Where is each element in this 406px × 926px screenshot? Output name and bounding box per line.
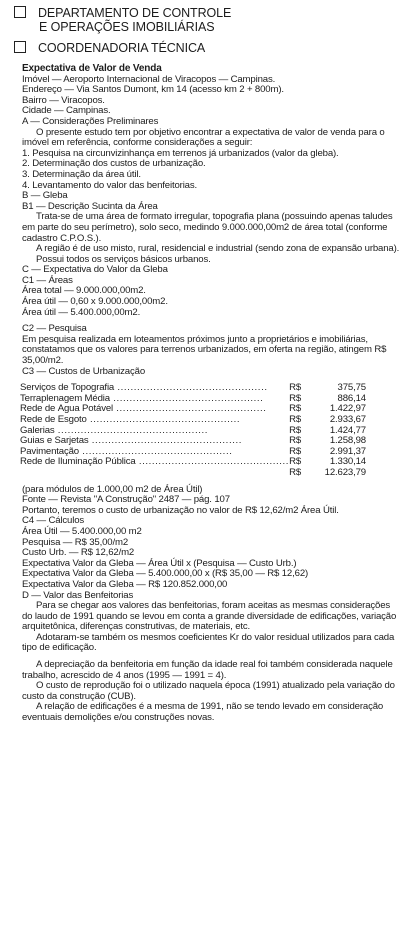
cost-label-text: Galerias (20, 425, 55, 436)
checkbox-square-icon (14, 41, 26, 53)
cost-label-text: Guias e Sarjetas (20, 436, 89, 447)
leader-dots: .............................................. (79, 446, 233, 457)
section-d-heading: D — Valor das Benfeitorias (22, 589, 134, 601)
cost-currency: R$ (289, 456, 302, 468)
table-row (20, 415, 366, 426)
table-row (20, 383, 366, 394)
cost-value: 2.933,67 (329, 414, 366, 425)
calc-line: Custo Urb. — R$ 12,62/m2 (22, 547, 135, 559)
table-row (20, 404, 366, 415)
leader-dots: .............................................. (109, 393, 264, 404)
section-c-heading: C — Expectativa do Valor da Gleba (22, 264, 168, 276)
intro-paragraph: O presente estudo tem por objetivo encontrar a expectativa de valor de venda para o imóvel em referência, conforme considerações a seguir: (22, 126, 385, 149)
cost-label-text: Rede de Água Potável (20, 404, 114, 415)
leader-dots: .............................................. (54, 425, 209, 436)
d-paragraph: Adotaram-se também os mesmos coeficientes Kr do valor residual utilizados para cada tipo de edificação. (22, 631, 395, 654)
cost-label (20, 436, 289, 447)
c3-note: (para módulos de 1.000,00 m2 de Área Útil) (22, 483, 203, 495)
section-c1-heading: C1 — Áreas (22, 274, 73, 286)
neighborhood-line: Bairro — Viracopos. (22, 94, 105, 106)
calc-line: Pesquisa — R$ 35,00/m2 (22, 536, 129, 548)
d-paragraph: O custo de reprodução foi o utilizado naquela época (1991) atualizado pela variação do custo da construção (CUB). (22, 680, 395, 702)
d-paragraph: A relação de edificações é a mesma de 1991, não se tendo levado em consideração eventuais demolições e/ou construções novas. (22, 701, 384, 724)
cost-label (20, 457, 289, 468)
table-row (20, 426, 366, 437)
c3-source: Fonte — Revista "A Construção" 2487 — pág. 107 (22, 494, 230, 506)
cost-label (20, 447, 289, 458)
cost-value: 1.424,77 (329, 424, 366, 436)
d-paragraph: A depreciação da benfeitoria em função da idade real foi também considerada naquele trabalho, acrescido de 4 anos (1995 — 1991 = 4). (22, 659, 393, 681)
cost-label (20, 394, 289, 405)
b1-paragraph: Possui todos os serviços básicos urbanos. (36, 253, 211, 265)
list-item: 3. Determinação da área útil. (22, 168, 141, 180)
area-line: Área total — 9.000.000,00m2. (22, 285, 146, 297)
department-title-line2: E OPERAÇÕES IMOBILIÁRIAS (39, 20, 215, 34)
list-item: 1. Pesquisa na circunvizinhança em terrenos já urbanizados (valor da gleba). (22, 147, 339, 159)
table-row (20, 468, 366, 479)
section-c2-heading: C2 — Pesquisa (22, 323, 87, 335)
area-line: Área útil — 5.400.000,00m2. (22, 306, 141, 318)
section-c3-heading: C3 — Custos de Urbanização (22, 365, 146, 377)
cost-label (20, 426, 289, 437)
cost-value: 886,14 (337, 392, 366, 404)
cost-value: 1.330,14 (329, 456, 366, 468)
list-item: 2. Determinação dos custos de urbanização. (22, 158, 206, 170)
section-a-heading: A — Considerações Preliminares (22, 115, 159, 127)
department-title-line1: DEPARTAMENTO DE CONTROLE (38, 6, 232, 20)
cost-value: 375,75 (337, 382, 366, 394)
document-body (22, 64, 400, 724)
cost-label (20, 383, 289, 394)
cost-currency: R$ (289, 424, 302, 436)
b1-paragraph: Trata-se de uma área de formato irregular, topografia plana (possuindo apenas taludes em parte do seu perímetro), solo seco, medindo 9.000.000,00m2 de área total (conforme cadastro C.P.O.S.). (22, 211, 393, 244)
urbanization-costs-table (20, 383, 366, 478)
c3-conclusion: Portanto, teremos o custo de urbanização no valor de R$ 12,62/m2 Área Útil. (22, 504, 339, 516)
cost-label-text: Serviços de Topografia (20, 383, 115, 394)
section-b1-heading: B1 — Descrição Sucinta da Área (22, 200, 158, 212)
leader-dots: .............................................. (86, 415, 241, 425)
leader-dots: .............................................. (114, 383, 268, 394)
table-row (20, 447, 366, 458)
cost-currency: R$ (289, 466, 302, 478)
b1-paragraph: A região é de uso misto, rural, residencial e industrial (sendo zona de expansão urbana). (36, 243, 400, 255)
section-c4-heading: C4 — Cálculos (22, 515, 85, 527)
cost-currency: R$ (289, 392, 302, 404)
c2-paragraph: Em pesquisa realizada em loteamentos próximos junto a proprietários e imobiliárias, constatamos que os valores para terrenos urbanizados, em oferta na região, atingem R$ 35,00/m2. (22, 333, 387, 367)
leader-dots: .............................................. (135, 457, 290, 468)
property-line: Imóvel — Aeroporto Internacional de Viracopos — Campinas. (22, 73, 276, 85)
table-row (20, 457, 366, 468)
leader-dots: .............................................. (88, 436, 243, 447)
document-title: Expectativa de Valor de Venda (22, 63, 162, 74)
cost-value: 12.623,79 (324, 466, 366, 478)
cost-value: 1.422,97 (329, 403, 366, 415)
calc-line: Área Útil — 5.400.000,00 m2 (22, 525, 142, 537)
header-coordination (14, 41, 205, 55)
cost-label-text: Rede de Esgoto (20, 415, 87, 425)
cost-currency: R$ (289, 414, 302, 425)
coordination-title: COORDENADORIA TÉCNICA (38, 41, 206, 55)
area-line: Área útil — 0,60 x 9.000.000,00m2. (22, 296, 168, 308)
cost-label (20, 468, 289, 479)
cost-label (20, 404, 289, 415)
cost-label-text: Pavimentação (20, 446, 79, 457)
cost-value: 2.991,37 (329, 445, 366, 457)
table-row (20, 436, 366, 447)
cost-currency: R$ (289, 382, 302, 394)
cost-label (20, 415, 289, 426)
section-b-heading: B — Gleba (22, 190, 68, 202)
leader-dots: .............................................. (113, 404, 267, 415)
calc-line: Expectativa Valor da Gleba — R$ 120.852.000,00 (22, 578, 228, 590)
d-paragraph: Para se chegar aos valores das benfeitorias, foram aceitas as mesmas considerações do laudo de 1991 quando se levou em conta a grande diversidade de edificações, variação arquitetônica, diferenças construtivas, de materiais, etc. (22, 600, 397, 633)
cost-currency: R$ (289, 445, 302, 457)
cost-currency: R$ (289, 403, 302, 415)
address-line: Endereço — Via Santos Dumont, km 14 (acesso km 2 + 800m). (22, 84, 284, 96)
calc-line: Expectativa Valor da Gleba — 5.400.000,00 x (R$ 35,00 — R$ 12,62) (22, 568, 309, 580)
checkbox-square-icon (14, 6, 26, 18)
table-row (20, 394, 366, 405)
cost-label-text: Rede de Iluminação Pública (20, 457, 136, 468)
header-department (14, 6, 231, 34)
cost-label-text: Terraplenagem Média (20, 393, 110, 404)
list-item: 4. Levantamento do valor das benfeitorias. (22, 179, 198, 191)
calc-line: Expectativa Valor da Gleba — Área Útil x (Pesquisa — Custo Urb.) (22, 557, 297, 569)
cost-value: 1.258,98 (329, 435, 366, 447)
cost-currency: R$ (289, 435, 302, 447)
city-line: Cidade — Campinas. (22, 105, 111, 117)
